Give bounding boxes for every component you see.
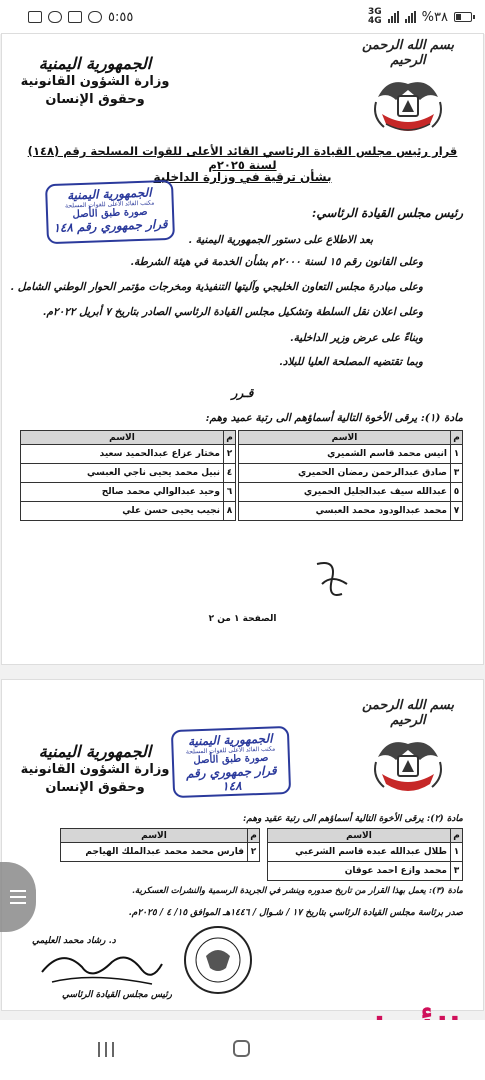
document-page-2 [2,680,483,1010]
ministry-line-2: وحقوق الإنسان [45,780,145,795]
preamble-line: وبما تقتضيه المصلحة العليا للبلاد. [279,356,423,368]
official-stamp [171,726,291,798]
row-num: ١ [451,843,463,862]
stamp-office: مكتب القائد الأعلى للقوات المسلحة [185,745,276,756]
row-num: ٣ [451,464,463,483]
status-time: ٥:٥٥ [108,9,134,25]
app-notification-icon [28,11,42,23]
decree-subject: بشأن ترقية في وزارة الداخلية [153,170,332,184]
table-row [239,483,463,502]
row-name: محمد وازع احمد عوقان [268,862,451,881]
network-type [368,8,382,26]
col-num-header: م [224,431,236,445]
signal-2-icon [405,11,416,23]
stamp-copy: صورة طبق الأصل [193,752,269,767]
col-name-header: الاسم [239,431,451,445]
battery-icon [454,12,472,22]
table-header-row [268,829,463,843]
promotion-table-right [267,828,463,881]
row-num: ٤ [224,464,236,483]
page-number: الصفحة ١ من ٢ [208,614,277,624]
ministry-line-1: وزارة الشؤون القانونية [20,762,170,777]
header-emblem [353,38,463,146]
col-name-header: الاسم [268,829,451,843]
table-row [61,843,260,862]
article-2: مادة (٢): يرقى الأخوة التالية أسماؤهم الى رتبة عقيد وهم: [243,814,463,824]
signal-icon [388,11,399,23]
ministry-header [20,742,170,797]
col-num-header: م [451,431,463,445]
stamp-republic: الجمهورية اليمنية [66,185,152,203]
row-num: ٢ [248,843,260,862]
stamp-republic: الجمهورية اليمنية [187,731,273,749]
row-name: عبدالله سيف عبدالجليل الحميري [239,483,451,502]
table-row [21,464,236,483]
col-name-header: الاسم [21,431,224,445]
initials-signature-icon [312,554,352,604]
row-num: ٨ [224,502,236,521]
promotion-table-left [60,828,260,862]
bismillah: بسم الله الرحمن الرحيم [362,38,454,68]
status-icons-left [28,10,133,25]
preamble-line: وعلى مبادرة مجلس التعاون الخليجي وآليتها التنفيذية ومخرجات مؤتمر الحوار الوطني الشامل . [10,281,423,293]
row-name: طلال عبدالله عبده قاسم الشرعبي [268,843,451,862]
row-num: ٢ [224,445,236,464]
status-bar [0,0,485,34]
decision-heading: قـرر [231,386,254,400]
republic-name: الجمهورية اليمنية [38,54,152,73]
network-sub-label: 4G [368,16,382,26]
article-3: مادة (٣): يعمل بهذا القرار من تاريخ صدوره وينشر في الجريدة الرسمية والنشرات العسكرية. [131,886,463,896]
promotion-table-left [20,430,236,521]
stamp-office: مكتب القائد الأعلى للقوات المسلحة [64,199,155,210]
preamble-line: وعلى القانون رقم ١٥ لسنة ٢٠٠٠م بشأن الخدمة في هيئة الشرطة. [130,256,423,268]
row-name: مختار عزاع عبدالحميد سعيد [21,445,224,464]
home-button[interactable] [233,1040,250,1057]
ministry-line-2: وحقوق الإنسان [45,92,145,107]
table-header-row [239,431,463,445]
ministry-header [20,54,170,109]
row-num: ١ [451,445,463,464]
stamp-decree: قرار جمهوري رقم ١٤٨ [53,217,168,235]
table-row [268,862,463,881]
signer-title: رئيس مجلس القيادة الرئاسي [62,990,172,1000]
stamp-decree: قرار جمهوري رقم ١٤٨ [185,763,277,794]
table-row [21,502,236,521]
col-name-header: الاسم [61,829,248,843]
table-row [21,483,236,502]
table-row [268,843,463,862]
row-name: محمد عبدالودود محمد العبسي [239,502,451,521]
promotion-table-right [238,430,463,521]
table-header-row [61,829,260,843]
decree-title: قرار رئيس مجلس القيادة الرئاسي القائد الأعلى للقوات المسلحة رقم (١٤٨) لسنة ٢٠٢٥م [27,144,458,172]
col-num-header: م [248,829,260,843]
message-icon [88,11,102,23]
battery-percent: %٣٨ [421,9,448,25]
republic-name: الجمهورية اليمنية [38,742,152,761]
row-name: وحيد عبدالوالي محمد صالح [21,483,224,502]
preamble-line: وبناءً على عرض وزير الداخلية. [290,332,423,344]
row-num: ٧ [451,502,463,521]
row-name: نجيب يحيى حسن علي [21,502,224,521]
article-1: مادة (١): يرقى الأخوة التالية أسماؤهم الى رتبة عميد وهم: [205,412,463,424]
presidential-seal-icon [182,924,254,996]
signer-name: د. رشاد محمد العليمي [32,936,116,946]
header-emblem [353,698,463,806]
whatsapp-icon [48,11,62,23]
stamp-copy: صورة طبق الأصل [72,206,148,221]
preamble-line: بعد الاطلاع على دستور الجمهورية اليمنية . [188,234,373,246]
table-row [239,502,463,521]
table-row [21,445,236,464]
signature-icon [32,942,172,992]
navigation-bar [0,1020,485,1080]
row-num: ٦ [224,483,236,502]
col-num-header: م [451,829,463,843]
table-row [239,464,463,483]
preamble-head: رئيس مجلس القيادة الرئاسي: [311,206,463,220]
preamble-line: وعلى اعلان نقل السلطة وتشكيل مجلس القيادة الرئاسي الصادر بتاريخ ٧ أبريل ٢٠٢٢م. [42,306,423,318]
row-name: نبيل محمد يحيى ناجي العبسي [21,464,224,483]
row-name: فارس محمد محمد عبدالملك الهياجم [61,843,248,862]
row-num: ٣ [451,862,463,881]
network-label: 3G [368,7,382,17]
bismillah: بسم الله الرحمن الرحيم [362,698,454,728]
status-icons-right [368,8,472,26]
row-name: انيس محمد قاسم الشميري [239,445,451,464]
table-header-row [21,431,236,445]
image-notification-icon [68,11,82,23]
table-row [239,445,463,464]
yemen-emblem-icon [368,732,448,802]
ministry-line-1: وزارة الشؤون القانونية [20,74,170,89]
row-num: ٥ [451,483,463,502]
document-page-1 [2,34,483,664]
row-name: صادق عبدالرحمن رمضان الحميري [239,464,451,483]
yemen-emblem-icon [368,72,448,142]
issuance-line: صدر برئاسة مجلس القيادة الرئاسي بتاريخ ١٧ / شـوال / ١٤٤٦هـ الموافق ١٥/ ٤ / ٢٠٢٥م. [128,908,463,918]
recent-apps-button[interactable] [98,1042,114,1057]
